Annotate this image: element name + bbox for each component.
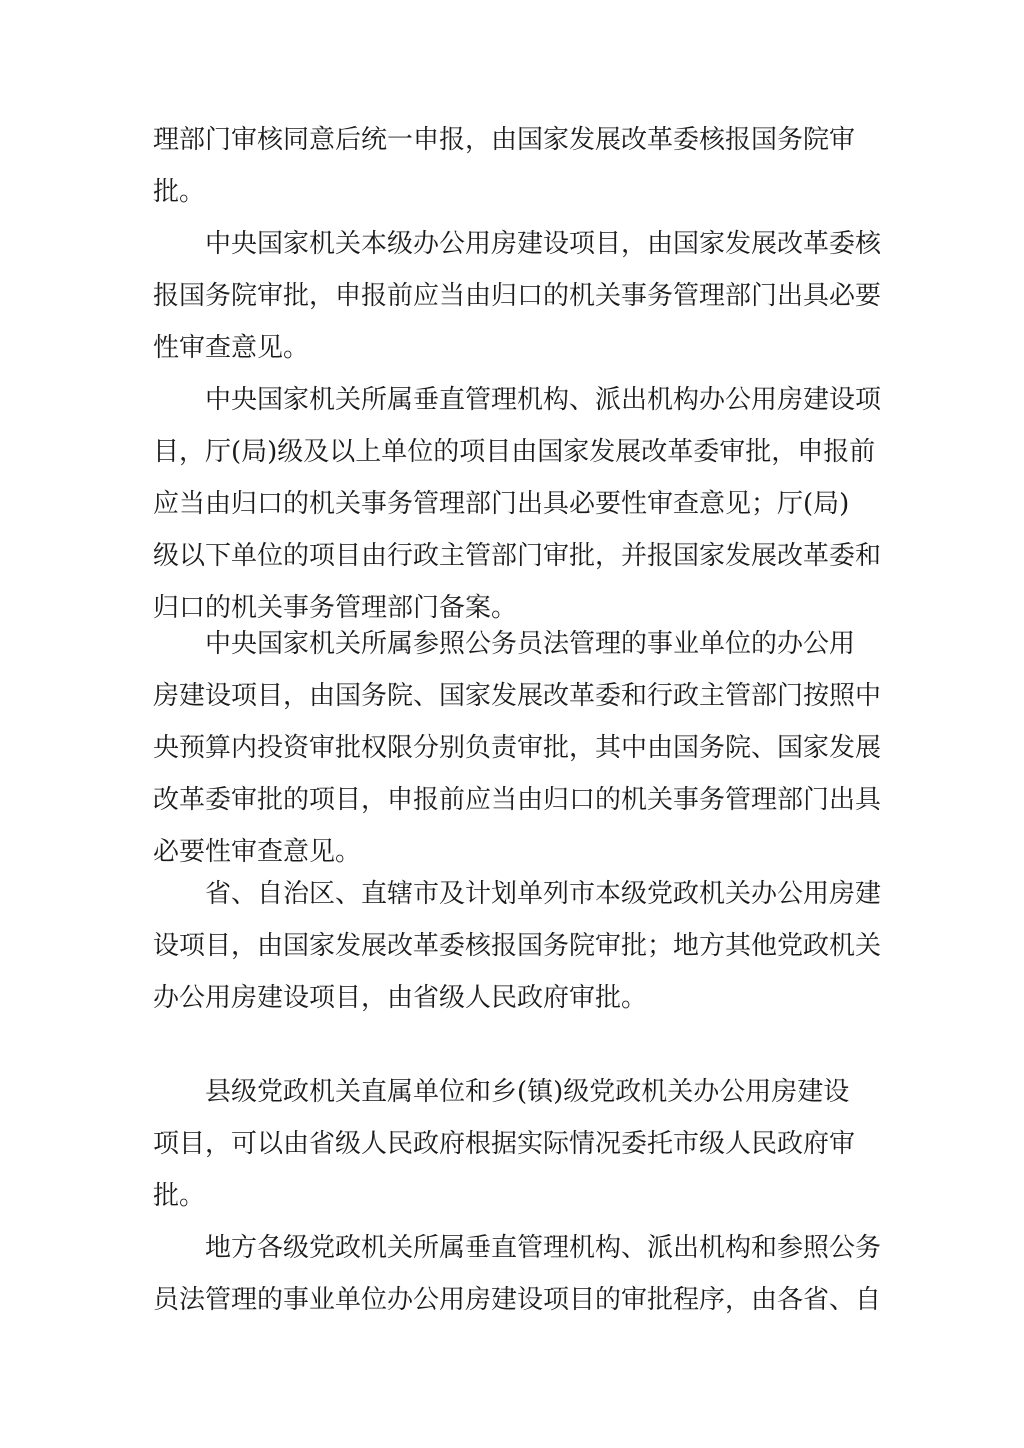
paragraph-line: 批。 bbox=[153, 177, 206, 207]
paragraph-4 bbox=[153, 618, 882, 878]
paragraph-line: 改革委审批的项目，申报前应当由归口的机关事务管理部门出具 bbox=[153, 785, 882, 815]
paragraph-line: 必要性审查意见。 bbox=[153, 837, 362, 867]
paragraph-line: 员法管理的事业单位办公用房建设项目的审批程序，由各省、自 bbox=[153, 1285, 882, 1315]
paragraph-7 bbox=[153, 1222, 882, 1326]
paragraph-line: 报国务院审批，申报前应当由归口的机关事务管理部门出具必要 bbox=[153, 281, 882, 311]
paragraph-line: 地方各级党政机关所属垂直管理机构、派出机构和参照公务 bbox=[205, 1233, 882, 1263]
paragraph-line: 办公用房建设项目，由省级人民政府审批。 bbox=[153, 983, 648, 1013]
paragraph-line: 中央国家机关所属垂直管理机构、派出机构办公用房建设项 bbox=[205, 385, 882, 415]
paragraph-5 bbox=[153, 868, 882, 1024]
paragraph-line: 批。 bbox=[153, 1181, 206, 1211]
paragraph-line: 应当由归口的机关事务管理部门出具必要性审查意见；厅(局) bbox=[153, 489, 850, 519]
paragraph-line: 级以下单位的项目由行政主管部门审批，并报国家发展改革委和 bbox=[153, 541, 882, 571]
paragraph-1 bbox=[153, 114, 873, 218]
paragraph-line: 省、自治区、直辖市及计划单列市本级党政机关办公用房建 bbox=[205, 879, 882, 909]
paragraph-line: 中央国家机关所属参照公务员法管理的事业单位的办公用 bbox=[205, 629, 856, 659]
paragraph-2 bbox=[153, 218, 882, 374]
paragraph-line: 项目，可以由省级人民政府根据实际情况委托市级人民政府审 bbox=[153, 1129, 856, 1159]
paragraph-line: 设项目，由国家发展改革委核报国务院审批；地方其他党政机关 bbox=[153, 931, 882, 961]
paragraph-line: 性审查意见。 bbox=[153, 333, 310, 363]
paragraph-line: 归口的机关事务管理部门备案。 bbox=[153, 593, 518, 623]
paragraph-3 bbox=[153, 374, 882, 634]
paragraph-line: 央预算内投资审批权限分别负责审批，其中由国务院、国家发展 bbox=[153, 733, 882, 763]
paragraph-line: 目，厅(局)级及以上单位的项目由国家发展改革委审批，申报前 bbox=[153, 437, 876, 467]
paragraph-line: 县级党政机关直属单位和乡(镇)级党政机关办公用房建设 bbox=[205, 1077, 850, 1107]
paragraph-6 bbox=[153, 1066, 873, 1222]
paragraph-line: 中央国家机关本级办公用房建设项目，由国家发展改革委核 bbox=[205, 229, 882, 259]
paragraph-line: 理部门审核同意后统一申报，由国家发展改革委核报国务院审 bbox=[153, 125, 856, 155]
paragraph-line: 房建设项目，由国务院、国家发展改革委和行政主管部门按照中 bbox=[153, 681, 882, 711]
